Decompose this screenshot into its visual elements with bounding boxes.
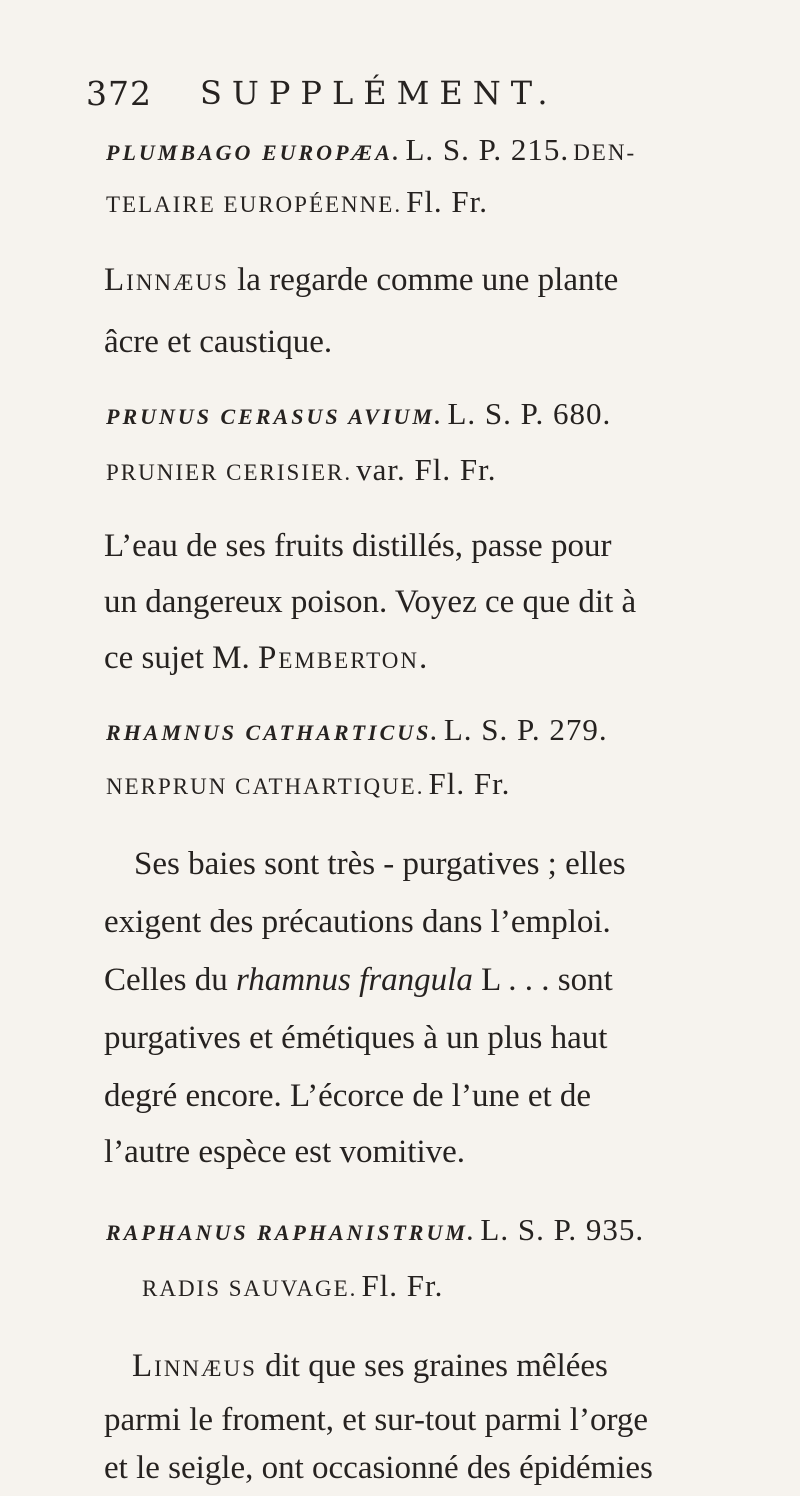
text-line: Linnæus dit que ses graines mêlées: [132, 1348, 608, 1384]
entry-heading: [106, 712, 608, 748]
text-line: degré encore. L’écorce de l’une et de: [104, 1078, 592, 1114]
author-name: Pemberton: [257, 640, 420, 676]
entry-heading: [106, 132, 636, 168]
entry-subheading: [106, 452, 496, 488]
flora-reference: var. Fl. Fr.: [356, 452, 497, 487]
text-line: purgatives et émétiques à un plus haut: [104, 1020, 608, 1056]
entry-subheading: [142, 1268, 443, 1304]
reference: L. S. P. 279.: [443, 712, 608, 747]
french-name: DEN-: [573, 140, 637, 165]
species-name: rhamnus frangula: [235, 962, 473, 998]
latin-name: RHAMNUS CATHARTICUS.: [106, 720, 440, 745]
latin-name: PRUNUS CERASUS AVIUM.: [106, 404, 444, 429]
reference: L. S. P. 680.: [447, 396, 612, 431]
entry-heading: [106, 396, 611, 432]
text-line: exigent des précautions dans l’emploi.: [104, 904, 611, 940]
text-line: L’eau de ses fruits distillés, passe pour: [104, 528, 612, 564]
french-name: PRUNIER CERISIER.: [106, 460, 353, 485]
page-number: 372: [86, 74, 152, 113]
text-line: ce sujet M. Pemberton.: [104, 640, 428, 676]
french-name: RADIS SAUVAGE.: [142, 1276, 358, 1301]
reference: L. S. P. 215.: [405, 132, 570, 167]
author-name: Linnæus: [104, 262, 229, 298]
latin-name: RAPHANUS RAPHANISTRUM.: [106, 1220, 477, 1245]
running-title: SUPPLÉMENT.: [200, 74, 558, 112]
latin-name: PLUMBAGO EUROPÆA.: [106, 140, 402, 165]
text-line: un dangereux poison. Voyez ce que dit à: [104, 584, 637, 620]
text-line: Linnæus la regarde comme une plante: [104, 262, 619, 298]
text-line: l’autre espèce est vomitive.: [104, 1134, 466, 1170]
french-name: TELAIRE EUROPÉENNE.: [106, 192, 403, 217]
entry-subheading: [106, 184, 488, 220]
text-line: Celles du rhamnus frangula L . . . sont: [104, 962, 613, 998]
french-name: NERPRUN CATHARTIQUE.: [106, 774, 425, 799]
reference: L. S. P. 935.: [480, 1212, 645, 1247]
text-line: et le seigle, ont occasionné des épidémies: [104, 1450, 653, 1486]
flora-reference: Fl. Fr.: [428, 766, 511, 801]
text-line: parmi le froment, et sur-tout parmi l’orge: [104, 1402, 648, 1438]
flora-reference: Fl. Fr.: [406, 184, 489, 219]
text-line: Ses baies sont très - purgatives ; elles: [134, 846, 626, 882]
flora-reference: Fl. Fr.: [361, 1268, 444, 1303]
entry-heading: [106, 1212, 644, 1248]
text-line: âcre et caustique.: [104, 324, 333, 360]
author-name: Linnæus: [132, 1348, 257, 1384]
entry-subheading: [106, 766, 510, 802]
